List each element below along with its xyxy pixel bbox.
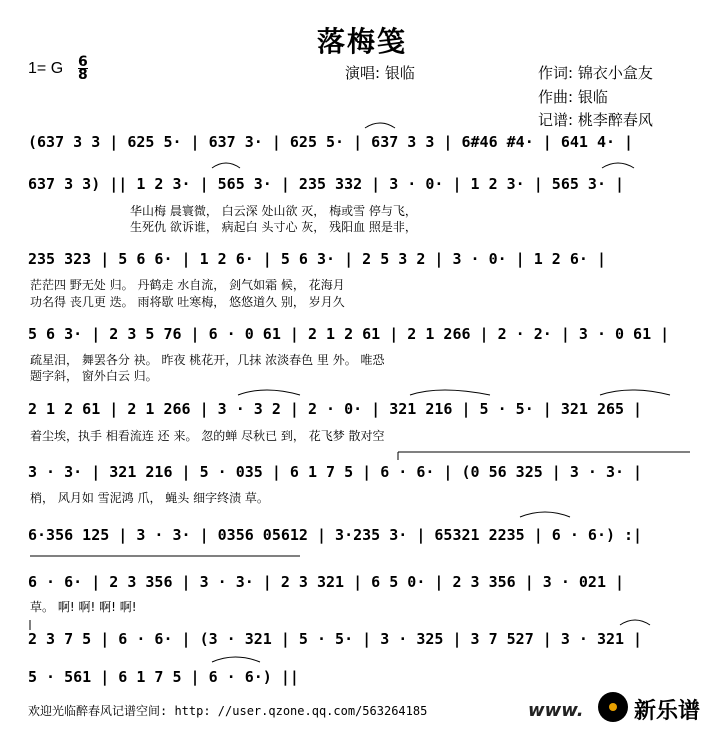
transcriber-credit: 记谱: 桃李醉春风 xyxy=(538,111,653,129)
score-row-5: 2 1 2 61 | 2 1 266 | 3 · 3 2 | 2 · 0· | 321 216 | 5 · 5· | 321 265 | xyxy=(28,400,643,418)
score-row-8: 6 · 6· | 2 3 356 | 3 · 3· | 2 3 321 | 6 5 0· | 2 3 356 | 3 · 021 | xyxy=(28,573,625,591)
watermark-text: www. xyxy=(528,700,584,721)
lyric-line: 茫茫四 野无处 归。 丹鹤走 水自流， 剑气如霜 候， 花海月 xyxy=(30,278,345,292)
lyric-line: 华山梅 晨寰微， 白云深 处山欲 灭， 梅或雪 停与飞， xyxy=(130,204,417,218)
time-numerator: 6 xyxy=(78,54,88,70)
slur xyxy=(365,123,395,128)
lyric-line: 着尘埃，执手 相看流连 还 来。 忽的蝉 尽秋已 到， 花飞梦 散对空 xyxy=(30,429,385,443)
time-denominator: 8 xyxy=(78,67,88,83)
slur xyxy=(212,657,260,662)
singer-credit: 演唱: 银临 xyxy=(345,64,415,82)
lyric-line: 生死仇 欲诉谁， 病起白 头寸心 灰， 残阳血 照是非， xyxy=(130,220,417,234)
slur xyxy=(212,163,240,168)
key-signature: 1= G xyxy=(28,60,64,77)
score-row-3: 235 323 | 5 6 6· | 1 2 6· | 5 6 3· | 2 5 3 2 | 3 · 0· | 1 2 6· | xyxy=(28,250,606,268)
score-row-2: 637 3 3) || 1 2 3· | 565 3· | 235 332 | 3 · 0· | 1 2 3· | 565 3· | xyxy=(28,175,625,193)
score-row-7: 6·356 125 | 3 · 3· | 0356 05612 | 3·235 3· | 65321 2235 | 6 · 6·) :| xyxy=(28,526,643,544)
slur xyxy=(620,620,650,625)
slur xyxy=(602,163,634,168)
song-title: 落梅笺 xyxy=(316,25,407,58)
score-row-9: 2 3 7 5 | 6 · 6· | (3 · 321 | 5 · 5· | 3 · 325 | 3 7 527 | 3 · 321 | xyxy=(28,630,643,648)
score-row-4: 5 6 3· | 2 3 5 76 | 6 · 0 61 | 2 1 2 61 | 2 1 266 | 2 · 2· | 3 · 0 61 | xyxy=(28,325,670,343)
score-row-10: 5 · 561 | 6 1 7 5 | 6 · 6·) || xyxy=(28,668,299,686)
lyric-line: 题字斜， 窗外白云 归。 xyxy=(30,369,158,383)
logo-text: 新乐谱 xyxy=(634,699,701,724)
footer-text: 欢迎光临醉春风记谱空间: http: //user.qzone.qq.com/563264185 xyxy=(28,704,428,718)
slur xyxy=(600,390,670,395)
site-logo xyxy=(598,690,718,726)
slur xyxy=(410,390,490,395)
lyric-line: 梢， 风月如 雪泥鸿 爪， 蝇头 细字终渍 草。 xyxy=(30,491,269,505)
score-row-1: (637 3 3 | 625 5· | 637 3· | 625 5· | 637 3 3 | 6#46 #4· | 641 4· | xyxy=(28,133,634,151)
score-row-6: 3 · 3· | 321 216 | 5 · 035 | 6 1 7 5 | 6 · 6· | (0 56 325 | 3 · 3· | xyxy=(28,463,643,481)
vinyl-disc-icon xyxy=(598,692,628,722)
lyric-line: 草。 啊! 啊! 啊! 啊! xyxy=(30,600,137,614)
lyricist-credit: 作词: 锦衣小盒友 xyxy=(538,64,653,82)
composer-credit: 作曲: 银临 xyxy=(538,88,608,106)
lyric-line: 功名得 丧几更 迭。 雨将歇 吐寒梅， 悠悠道久 别， 岁月久 xyxy=(30,295,345,309)
lyric-line: 疏星泪， 舞罢各分 袂。 昨夜 桃花开，几抹 浓淡春色 里 外。 唯恐 xyxy=(30,353,385,367)
slur xyxy=(520,512,570,517)
slur xyxy=(238,390,300,395)
